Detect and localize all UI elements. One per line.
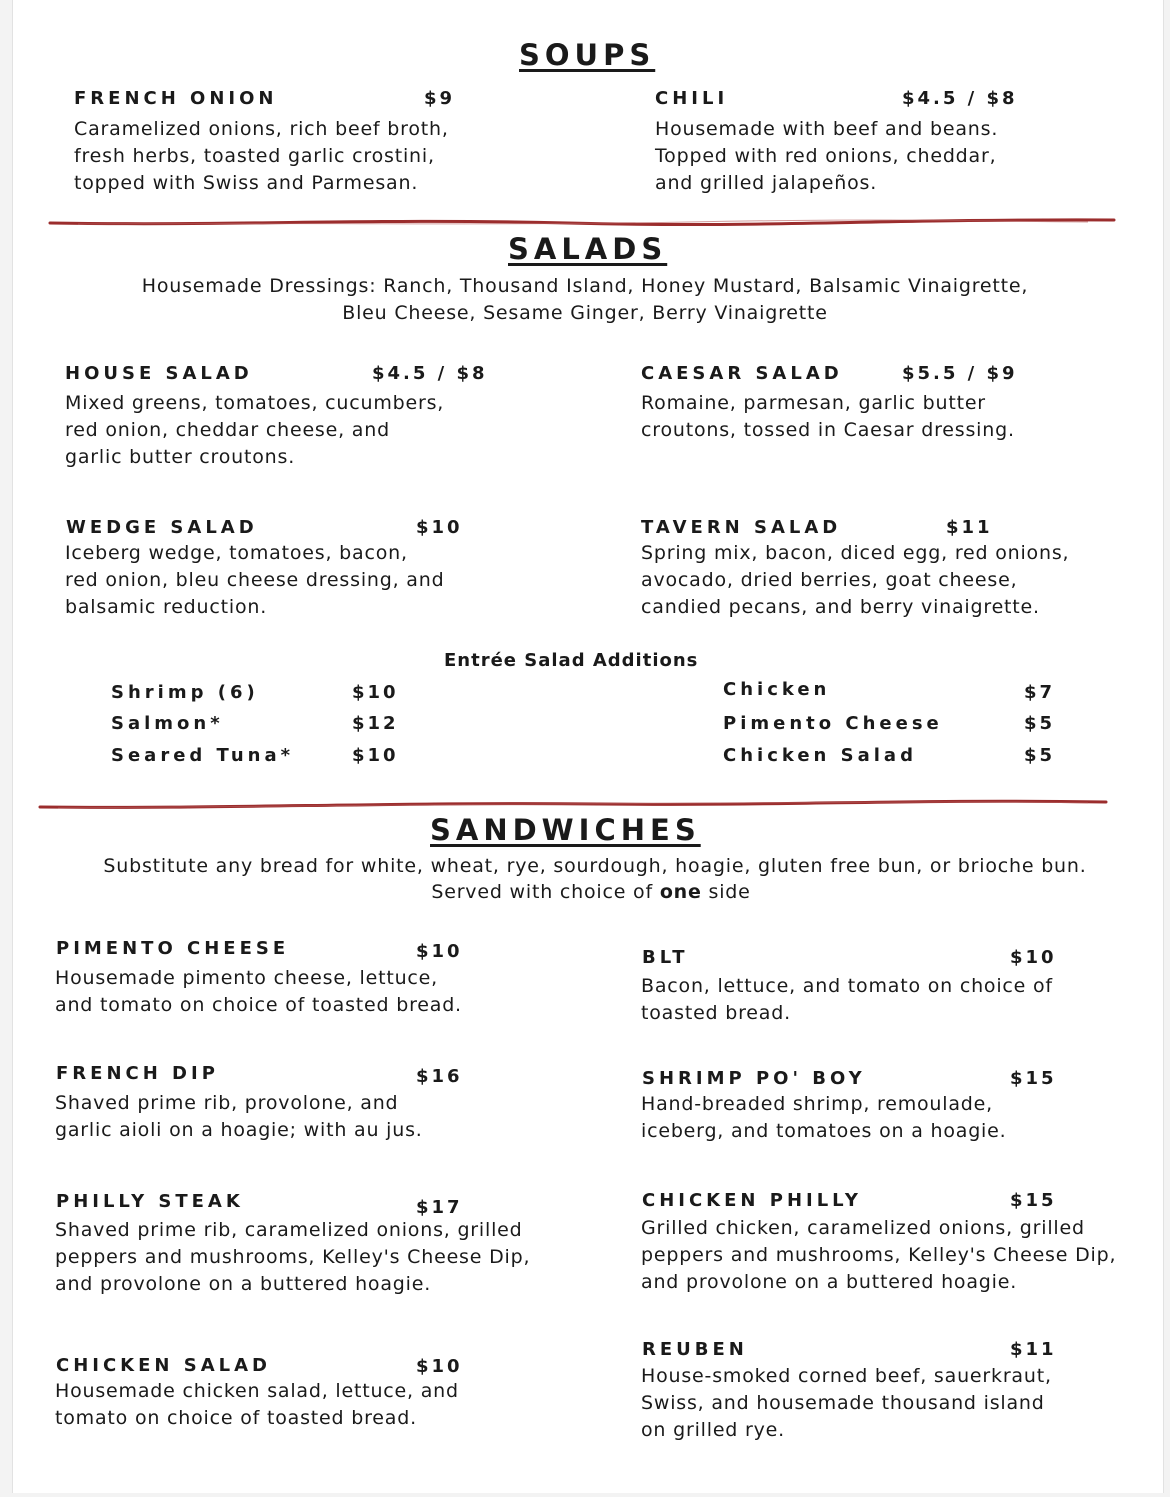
soups-heading: SOUPS — [519, 38, 656, 72]
chicken-salad-price: $10 — [416, 1356, 463, 1377]
wedge-salad-desc: Iceberg wedge, tomatoes, bacon, red onion, bleu cheese dressing, and balsamic reduction. — [65, 542, 445, 618]
philly-steak-desc: Shaved prime rib, caramelized onions, grilled peppers and mushrooms, Kelley's Cheese Dip, and provolone on a buttered hoagie. — [55, 1219, 531, 1295]
chicken-philly-price: $15 — [1010, 1190, 1057, 1211]
chili-desc: Housemade with beef and beans. Topped with red onions, cheddar, and grilled jalapeños. — [655, 118, 999, 194]
dressings-line-1: Housemade Dressings: Ranch, Thousand Island, Honey Mustard, Balsamic Vinaigrette, — [141, 275, 1029, 297]
french-dip-desc: Shaved prime rib, provolone, and garlic aioli on a hoagie; with au jus. — [55, 1092, 423, 1141]
addition-shrimp-price: $10 — [352, 682, 399, 703]
pimento-cheese-desc: Housemade pimento cheese, lettuce, and tomato on choice of toasted bread. — [55, 967, 462, 1016]
sandwiches-heading: SANDWICHES — [430, 813, 701, 847]
entree-salad-additions-heading: Entrée Salad Additions — [444, 650, 699, 671]
addition-chicken-salad-price: $5 — [1024, 745, 1056, 766]
salads-heading: SALADS — [508, 232, 668, 266]
blt-name: BLT — [642, 947, 689, 968]
wedge-salad-price: $10 — [416, 517, 463, 538]
side-note-bold: one — [659, 881, 702, 903]
divider-2 — [38, 795, 1110, 813]
house-salad-desc: Mixed greens, tomatoes, cucumbers, red onion, cheddar cheese, and garlic butter croutons. — [65, 392, 445, 468]
addition-pimento-cheese-price: $5 — [1024, 713, 1056, 734]
french-dip-price: $16 — [416, 1066, 463, 1087]
tavern-salad-price: $11 — [946, 517, 993, 538]
french-onion-desc: Caramelized onions, rich beef broth, fresh herbs, toasted garlic crostini, topped with Swiss and Parmesan. — [74, 118, 449, 194]
addition-chicken-salad: Chicken Salad — [723, 745, 917, 766]
pimento-cheese-price: $10 — [416, 941, 463, 962]
french-onion-price: $9 — [424, 88, 456, 109]
reuben-name: REUBEN — [642, 1339, 748, 1360]
shrimp-po-boy-name: SHRIMP PO' BOY — [642, 1068, 866, 1089]
addition-salmon: Salmon* — [111, 713, 224, 734]
addition-chicken: Chicken — [723, 679, 831, 700]
house-salad-price: $4.5 / $8 — [372, 363, 488, 384]
french-dip-name: FRENCH DIP — [56, 1063, 219, 1084]
addition-seared-tuna: Seared Tuna* — [111, 745, 295, 766]
chili-price: $4.5 / $8 — [902, 88, 1018, 109]
caesar-salad-desc: Romaine, parmesan, garlic butter croutons, tossed in Caesar dressing. — [641, 392, 1015, 441]
caesar-salad-name: CAESAR SALAD — [641, 363, 843, 384]
blt-desc: Bacon, lettuce, and tomato on choice of toasted bread. — [641, 975, 1053, 1024]
side-note — [0, 879, 1170, 906]
chicken-salad-name: CHICKEN SALAD — [56, 1355, 271, 1376]
french-onion-name: FRENCH ONION — [74, 88, 278, 109]
chicken-philly-desc: Grilled chicken, caramelized onions, grilled peppers and mushrooms, Kelley's Cheese Dip, and provolone on a buttered hoagie. — [641, 1217, 1117, 1293]
reuben-price: $11 — [1010, 1339, 1057, 1360]
blt-price: $10 — [1010, 947, 1057, 968]
caesar-salad-price: $5.5 / $9 — [902, 363, 1018, 384]
reuben-desc: House-smoked corned beef, sauerkraut, Swiss, and housemade thousand island on grilled rye. — [641, 1365, 1052, 1441]
side-note-pre: Served with choice of — [431, 881, 660, 903]
tavern-salad-name: TAVERN SALAD — [641, 517, 842, 538]
chicken-philly-name: CHICKEN PHILLY — [642, 1190, 862, 1211]
side-note-post: side — [701, 881, 751, 903]
house-salad-name: HOUSE SALAD — [65, 363, 253, 384]
philly-steak-price: $17 — [416, 1197, 463, 1218]
addition-shrimp: Shrimp (6) — [111, 682, 259, 703]
dressings-line-2: Bleu Cheese, Sesame Ginger, Berry Vinaigrette — [342, 302, 828, 324]
divider-1 — [48, 212, 1118, 230]
addition-pimento-cheese: Pimento Cheese — [723, 713, 943, 734]
tavern-salad-desc: Spring mix, bacon, diced egg, red onions, avocado, dried berries, goat cheese, candied pecans, and berry vinaigrette. — [641, 542, 1070, 618]
philly-steak-name: PHILLY STEAK — [56, 1191, 244, 1212]
addition-salmon-price: $12 — [352, 713, 399, 734]
chicken-salad-desc: Housemade chicken salad, lettuce, and tomato on choice of toasted bread. — [55, 1380, 459, 1429]
pimento-cheese-name: PIMENTO CHEESE — [56, 938, 290, 959]
chili-name: CHILI — [655, 88, 729, 109]
addition-seared-tuna-price: $10 — [352, 745, 399, 766]
shrimp-po-boy-desc: Hand-breaded shrimp, remoulade, iceberg, and tomatoes on a hoagie. — [641, 1093, 1007, 1142]
bread-substitution-note: Substitute any bread for white, wheat, rye, sourdough, hoagie, gluten free bun, or brioche bun. — [103, 855, 1087, 877]
shrimp-po-boy-price: $15 — [1010, 1068, 1057, 1089]
addition-chicken-price: $7 — [1024, 682, 1056, 703]
wedge-salad-name: WEDGE SALAD — [66, 517, 258, 538]
